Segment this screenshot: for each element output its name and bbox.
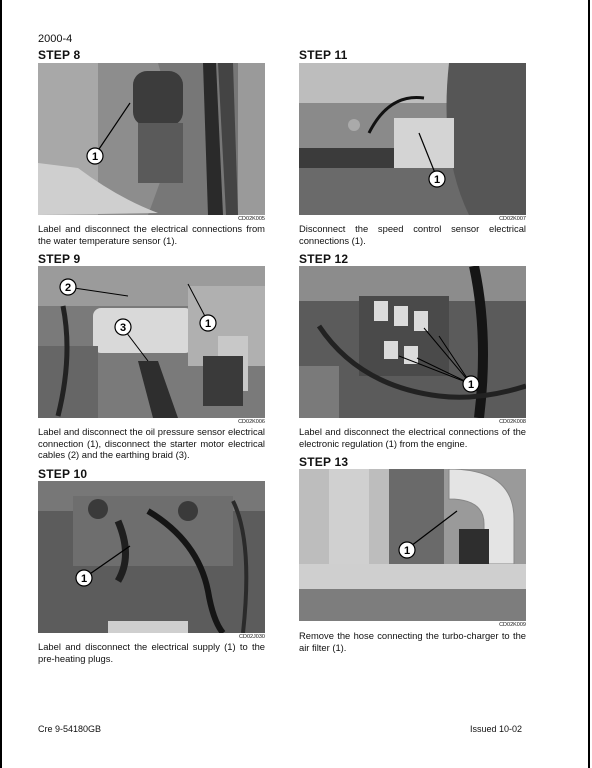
page-border-right [588,0,590,768]
step-8-photo [38,63,265,215]
step-11-text: Disconnect the speed control sensor electrical connections (1). [299,223,526,246]
step-10-callout-1: 1 [80,573,88,585]
footer-document-code: Cre 9-54180GB [38,724,102,734]
step-13-photo [299,469,526,621]
step-10-photo [38,481,265,633]
step-9-title: STEP 9 [38,252,81,266]
step-9-callout-2: 2 [64,282,72,294]
step-8-code: CD02K005 [238,216,265,222]
step-9-code: CD02K006 [238,419,265,425]
step-12-title: STEP 12 [299,252,349,266]
step-11-code: CD02K007 [499,216,526,222]
page-number: 2000-4 [38,33,73,45]
step-11-callout-1: 1 [433,174,441,186]
step-9-callout-3: 3 [119,322,127,334]
step-12-text: Label and disconnect the electrical connections of the electronic regulation (1) from the engine. [299,426,526,449]
step-10-text: Label and disconnect the electrical supply (1) to the pre-heating plugs. [38,641,265,664]
step-9-text: Label and disconnect the oil pressure sensor electrical connection (1), disconnect the starter motor electrical cables (2) and the earthing braid (3). [38,426,265,460]
step-9-callout-1: 1 [204,318,212,330]
step-8-text: Label and disconnect the electrical connections from the water temperature sensor (1). [38,223,265,246]
step-12-code: CD02K008 [499,419,526,425]
step-13-callout-1: 1 [403,545,411,557]
page-border-left [0,0,2,768]
step-8-title: STEP 8 [38,48,81,62]
step-10-title: STEP 10 [38,467,88,481]
step-13-text: Remove the hose connecting the turbo-charger to the air filter (1). [299,630,526,653]
step-11-photo [299,63,526,215]
step-10-code: CD02J030 [239,634,265,640]
step-8-callout-1: 1 [91,151,99,163]
step-11-title: STEP 11 [299,48,348,62]
step-12-photo [299,266,526,418]
footer-issue-date: Issued 10-02 [470,724,523,734]
step-9-photo [38,266,265,418]
step-12-callout-1: 1 [467,379,475,391]
step-13-code: CD02K009 [499,622,526,628]
step-13-title: STEP 13 [299,455,349,469]
